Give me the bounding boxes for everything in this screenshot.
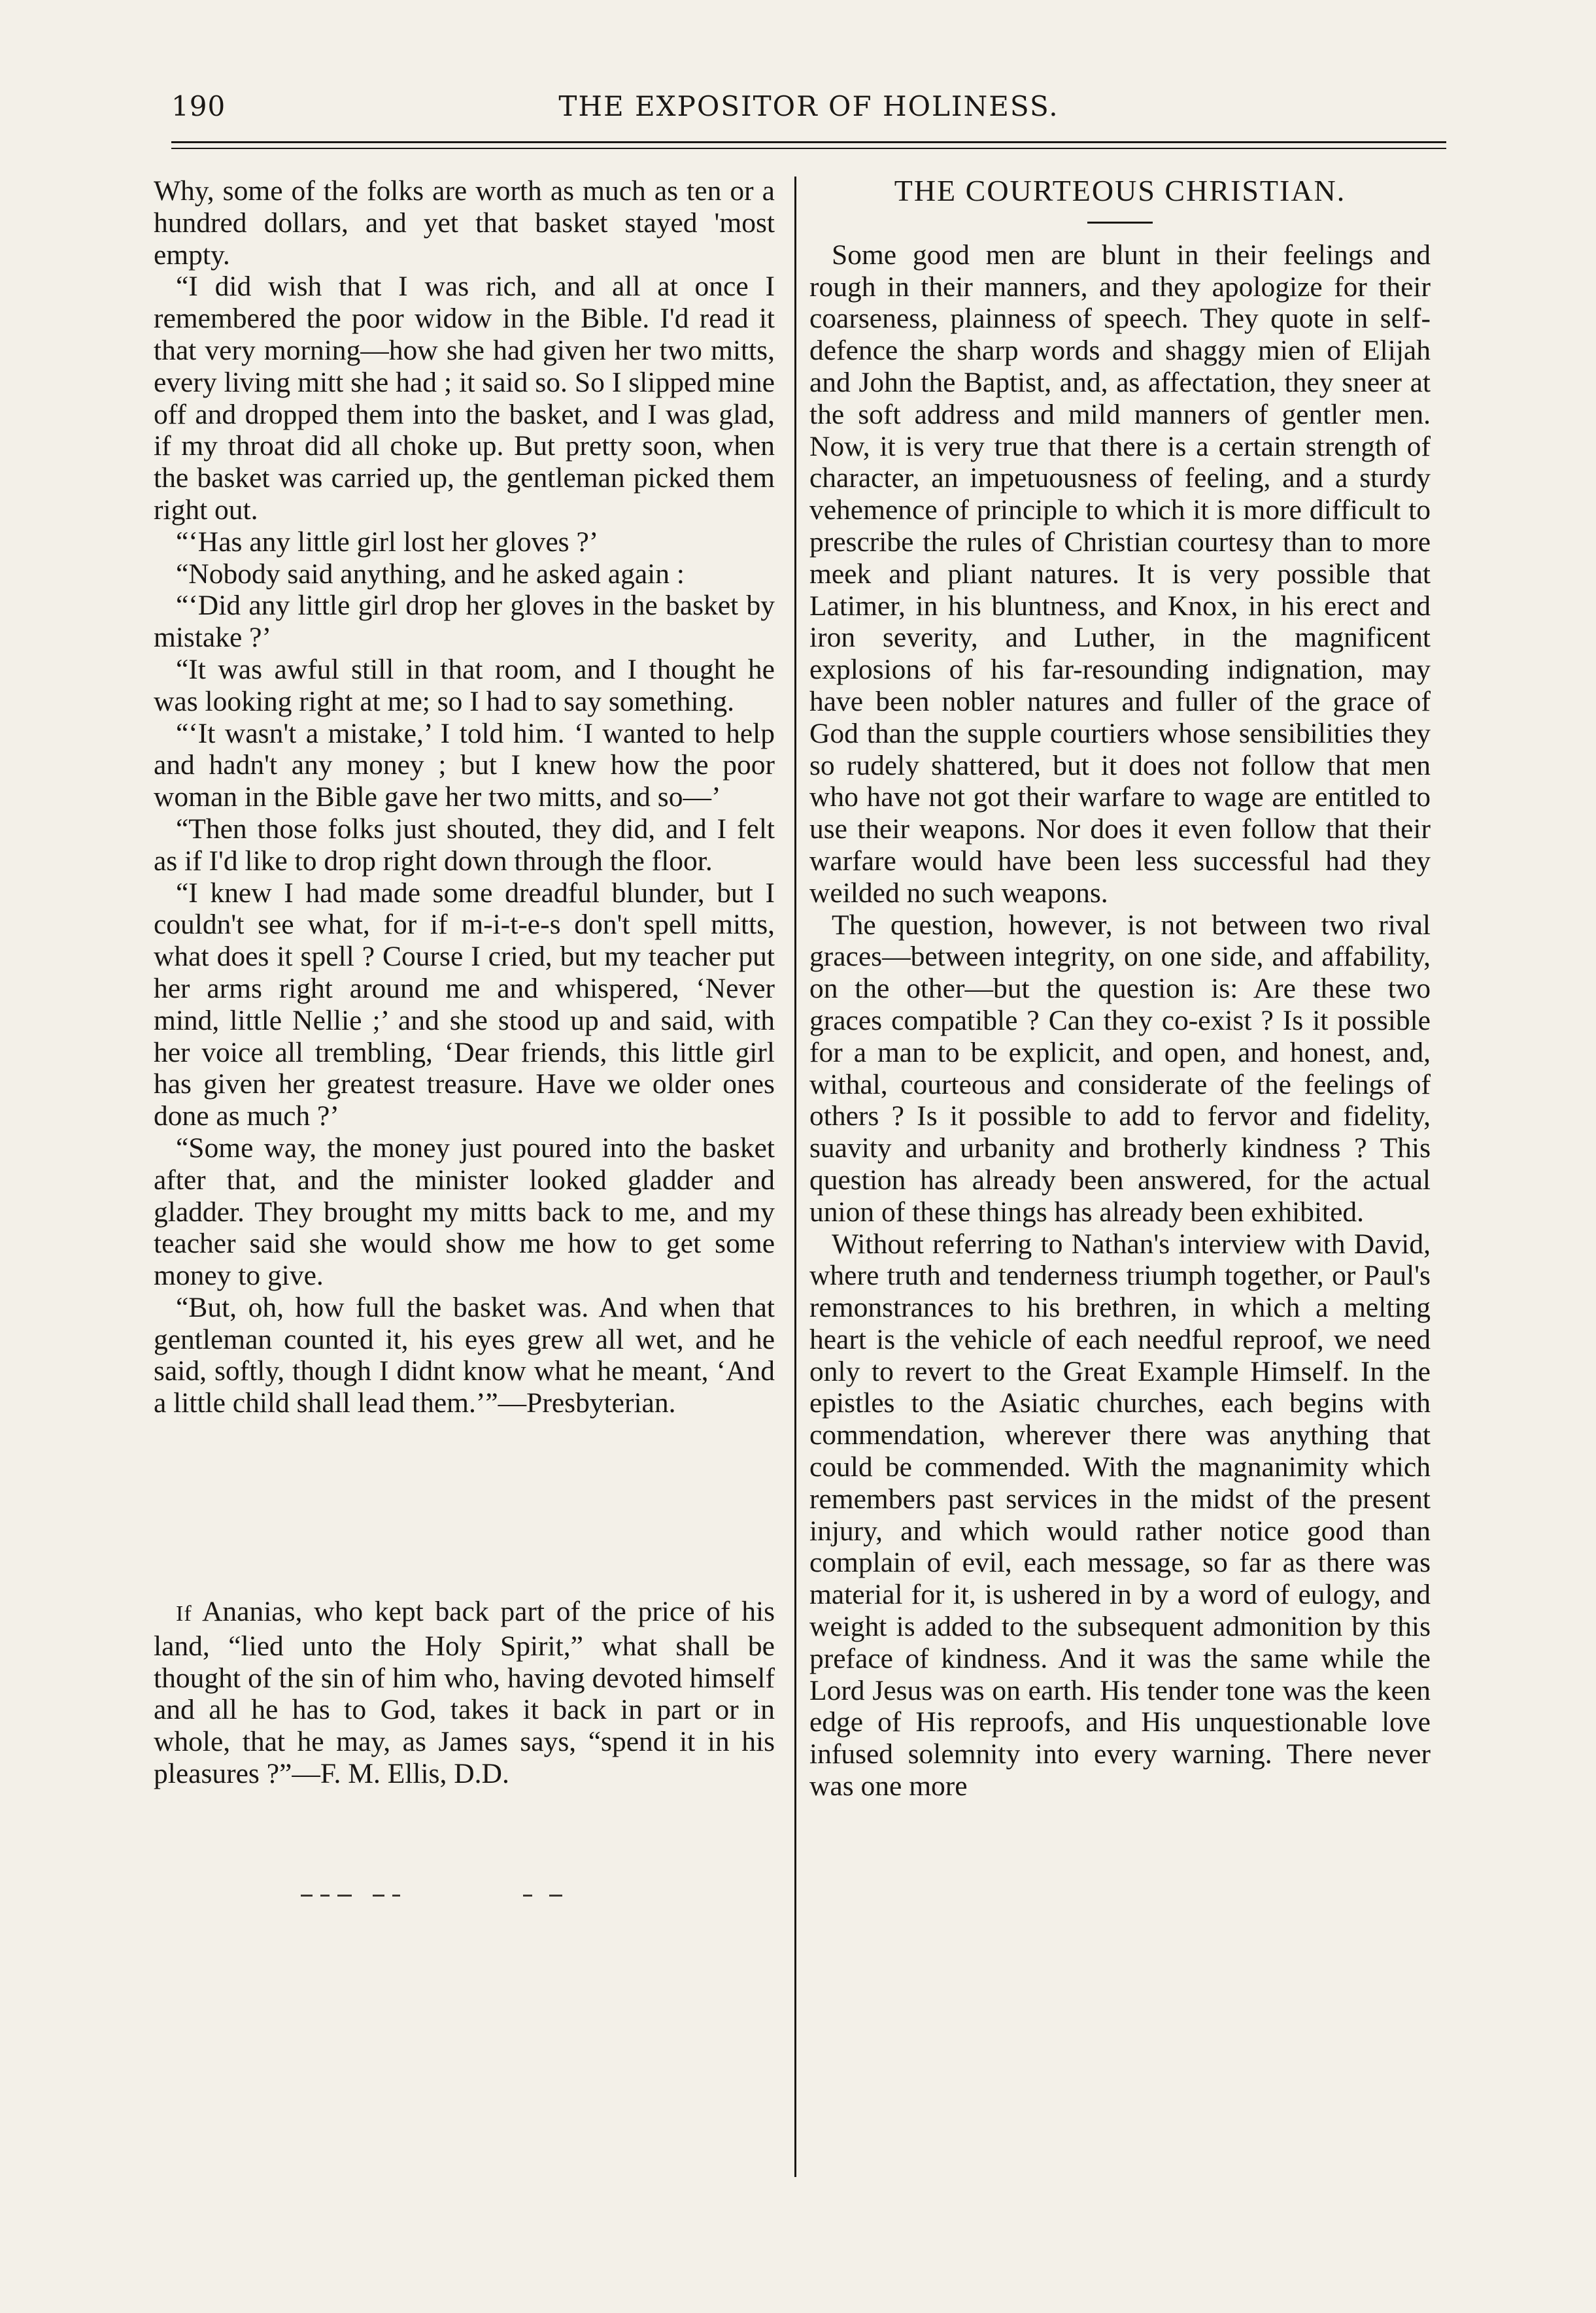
paragraph: The question, however, is not between two rival graces—between integrity, on one side, and affability, on the other—but the question is: Are these two graces compatible ? Can they co-exist ? Is it possible for a man to be explicit, and open, and honest, and, withal, courteous and considerate of the feelings of others ? Is it possible to add to fervor and fidelity, suavity and urbanity and brotherly kindness ? This question has already been answered, for the actual union of these things has already been exhibited. <box>809 909 1431 1228</box>
paragraph: “It was awful still in that room, and I thought he was looking right at me; so I had to say something. <box>154 653 775 717</box>
paragraph: “But, oh, how full the basket was. And when that gentleman counted it, his eyes grew all wet, and he said, softly, though I didnt know what he meant, ‘And a little child shall lead them.’”—Presbyterian. <box>154 1291 775 1419</box>
paragraph: “I did wish that I was rich, and all at once I remembered the poor widow in the Bible. I'd read it that very morning—how she had given her two mitts, every living mitt she had ; it said so. So I slipped mine off and dropped them into the basket, and I was glad, if my throat did all choke up. But pretty soon, when the basket was carried up, the gentleman picked them right out. <box>154 271 775 526</box>
paragraph: “‘Did any little girl drop her gloves in the basket by mistake ?’ <box>154 590 775 654</box>
paragraph: “I knew I had made some dreadful blunder, but I couldn't see what, for if m-i-t-e-s don't spell mitts, what does it spell ? Course I cried, but my teacher put her arms right around me and whispered, ‘Never mind, little Nellie ;’ and she stood up and said, with her voice all trembling, ‘Dear friends, this little girl has given her greatest treasure. Have we older ones done as much ?’ <box>154 877 775 1132</box>
article-title: THE COURTEOUS CHRISTIAN. <box>894 174 1346 207</box>
ananias-text: Ananias, who kept back part of the price of his land, “lied unto the Holy Spirit,” what shall be thought of the sin of him who, having devoted himself and all he has to God, takes it back in part or in whole, that he may, as James says, “spend it in his pleasures ?”—F. M. Ellis, D.D. <box>154 1596 775 1790</box>
drop-initial: If <box>176 1602 192 1627</box>
paragraph: “‘It wasn't a mistake,’ I told him. ‘I wanted to help and hadn't any money ; but I knew how the poor woman in the Bible gave her two mitts, and so—’ <box>154 717 775 813</box>
header-rule-top <box>171 141 1446 143</box>
paragraph: Without referring to Nathan's interview with David, where truth and tenderness triumph together, or Paul's remonstrances to his brethren, in which a melting heart is the vehicle of each needful reproof, we need only to revert to the Great Example Himself. In the epistles to the Asiatic churches, each begins with commendation, wherever there was anything that could be commended. With the magnanimity which remembers past services in the midst of the present injury, and which would rather notice good than complain of evil, each message, so far as there was material for it, is ushered in by a word of eulogy, and weight is added to the subsequent admonition by this preface of kindness. And it was the same while the Lord Jesus was on earth. His tender tone was the keen edge of His reproofs, and His unquestionable love infused solemnity into every warning. There never was one more <box>809 1228 1431 1802</box>
title-rule <box>1087 222 1153 224</box>
page-header <box>171 90 1446 136</box>
page-number: 190 <box>171 90 226 122</box>
header-rule-bottom <box>171 148 1446 149</box>
paragraph: Why, some of the folks are worth as much as ten or a hundred dollars, and yet that basket stayed 'most empty. <box>154 175 775 271</box>
ananias-paragraph <box>154 1596 775 1790</box>
right-column <box>809 175 1431 1802</box>
paragraph: “Nobody said anything, and he asked again : <box>176 558 685 590</box>
left-column <box>154 175 775 1790</box>
running-title: THE EXPOSITOR OF HOLINESS. <box>558 90 1059 122</box>
column-divider <box>794 177 796 2177</box>
paragraph: “Then those folks just shouted, they did, and I felt as if I'd like to drop right down through the floor. <box>154 813 775 877</box>
section-separator <box>301 1895 575 1901</box>
paragraph: “‘Has any little girl lost her gloves ?’ <box>176 526 599 558</box>
paragraph: Some good men are blunt in their feelings and rough in their manners, and they apologize for their coarseness, plainness of speech. They quote in self-defence the sharp words and shaggy mien of Elijah and John the Baptist, and, as affectation, they sneer at the soft address and mild manners of gentler men. Now, it is very true that there is a certain strength of character, an impetuousness of feeling, and a sturdy vehemence of principle to which it is more difficult to prescribe the rules of Christian courtesy than to more meek and pliant natures. It is very possible that Latimer, in his bluntness, and Knox, in his erect and iron severity, and Luther, in the magnificent explosions of his far-resounding indignation, may have been nobler natures and fuller of the grace of God than the supple courtiers whose sensibilities they so rudely shattered, but it does not follow that men who have not got their warfare to wage are entitled to use their weapons. Nor does it even follow that their warfare would have been less successful had they weilded no such weapons. <box>809 239 1431 909</box>
paragraph: “Some way, the money just poured into the basket after that, and the minister looked gladder and gladder. They brought my mitts back to me, and my teacher said she would show me how to get some money to give. <box>154 1132 775 1292</box>
